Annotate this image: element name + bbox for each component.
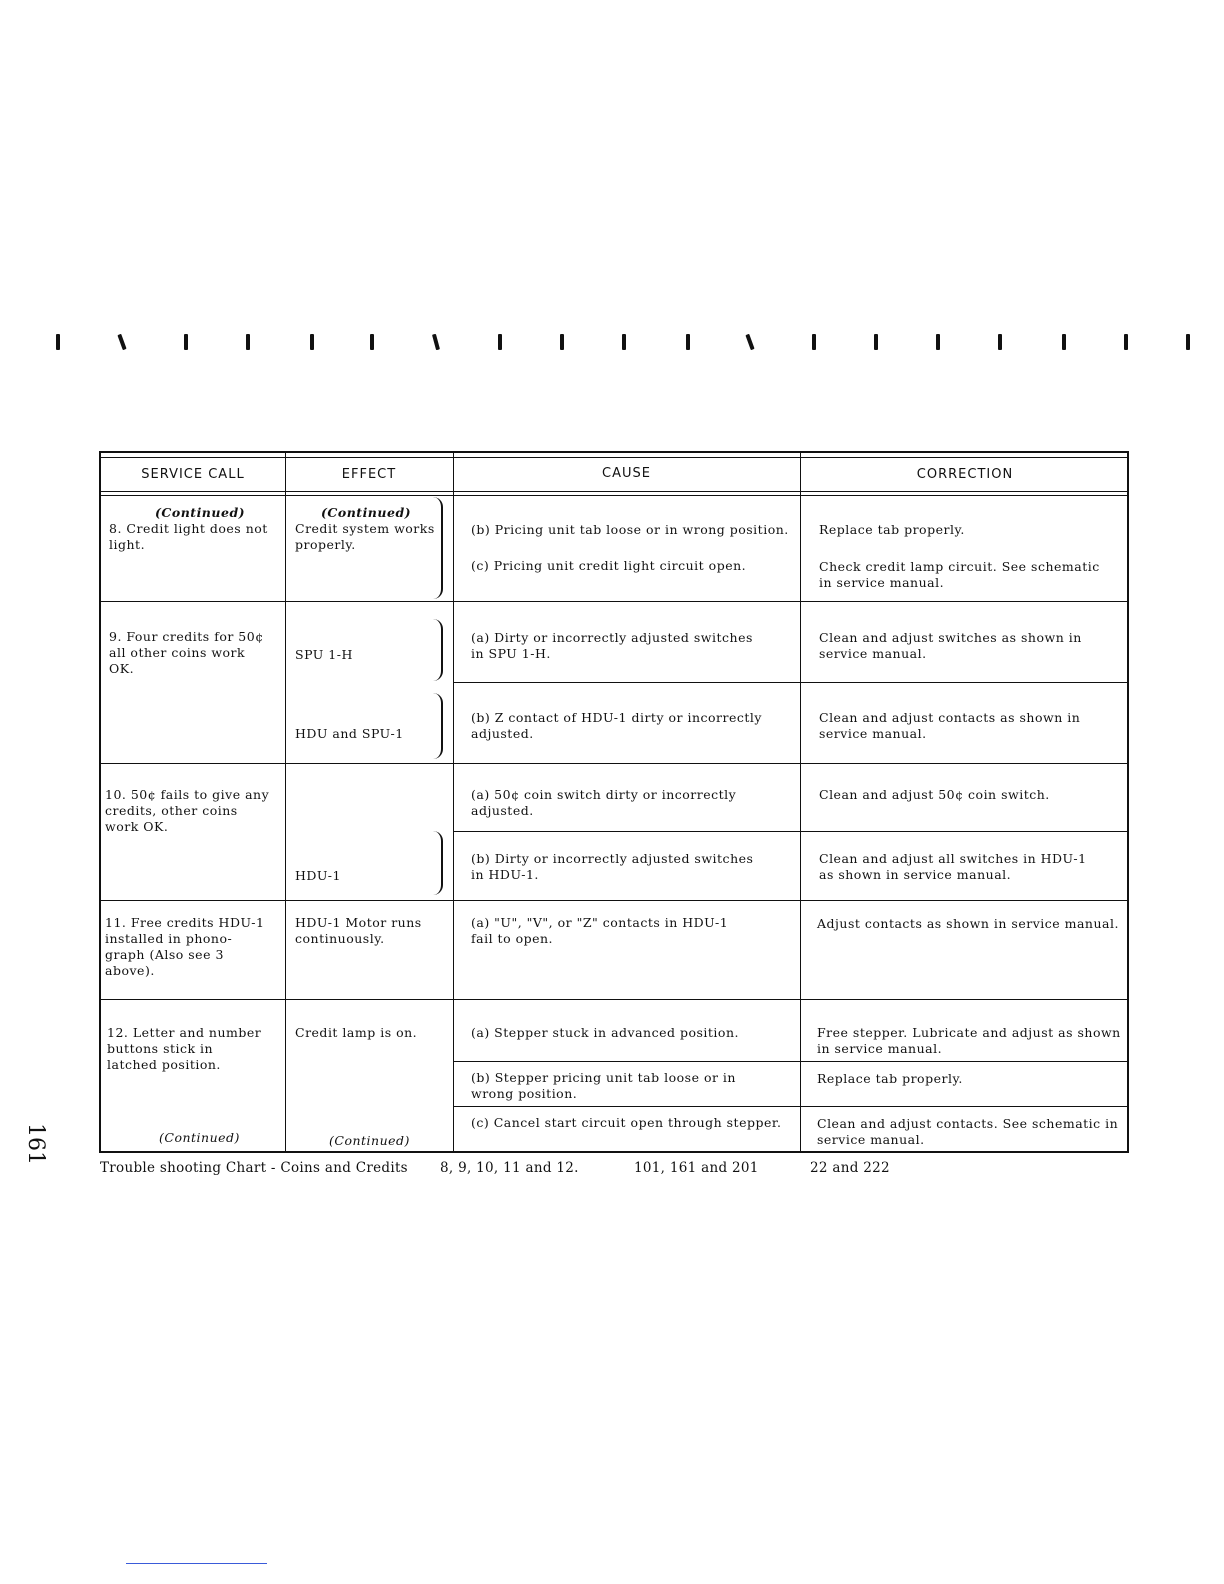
row10-service-call: 10. 50¢ fails to give any credits, other coins work OK. bbox=[105, 787, 270, 834]
row10-correction-a: Clean and adjust 50¢ coin switch. bbox=[819, 787, 1050, 802]
footer-calls: 8, 9, 10, 11 and 12. bbox=[440, 1160, 579, 1176]
row9-service-call: 9. Four credits for 50¢ all other coins work OK. bbox=[109, 629, 264, 676]
row8-correction-b: Replace tab properly. bbox=[819, 522, 965, 537]
row12-cause-c: (c) Cancel start circuit open through stepper. bbox=[471, 1115, 782, 1130]
footer-rule bbox=[126, 1563, 267, 1564]
row10-cause-a: (a) 50¢ coin switch dirty or incorrectly adjusted. bbox=[471, 787, 737, 818]
row11-service-call: 11. Free credits HDU-1 installed in phono- graph (Also see 3 above). bbox=[105, 915, 265, 978]
row9-correction-b: Clean and adjust contacts as shown in service manual. bbox=[819, 710, 1081, 741]
row12-correction-c: Clean and adjust contacts. See schematic in service manual. bbox=[817, 1116, 1119, 1147]
row9-cause-b: (b) Z contact of HDU-1 dirty or incorrectly adjusted. bbox=[471, 710, 762, 741]
row10-effect-b: HDU-1 bbox=[295, 868, 341, 883]
row12-continued-effect: (Continued) bbox=[329, 1133, 410, 1148]
row8-service-call: 8. Credit light does not light. bbox=[109, 521, 268, 552]
row8-cause-c: (c) Pricing unit credit light circuit open. bbox=[471, 558, 747, 573]
row11-cause-a: (a) "U", "V", or "Z" contacts in HDU-1 fail to open. bbox=[471, 915, 729, 946]
row9-brace-b bbox=[431, 693, 443, 759]
row11-correction-a: Adjust contacts as shown in service manual. bbox=[817, 916, 1119, 931]
row12-correction-a: Free stepper. Lubricate and adjust as shown in service manual. bbox=[817, 1025, 1121, 1056]
punch-hole-marks bbox=[40, 330, 1200, 360]
trouble-shooting-table bbox=[99, 451, 1129, 1153]
row9-brace-a bbox=[431, 619, 443, 681]
row12-continued-service: (Continued) bbox=[159, 1130, 240, 1145]
header-service-call: SERVICE CALL bbox=[141, 467, 245, 482]
header-effect: EFFECT bbox=[341, 467, 397, 482]
row12-correction-b: Replace tab properly. bbox=[817, 1071, 963, 1086]
header-cause: CAUSE bbox=[602, 466, 651, 481]
row11-effect: HDU-1 Motor runs continuously. bbox=[295, 915, 422, 946]
row9-cause-a: (a) Dirty or incorrectly adjusted switches in SPU 1-H. bbox=[471, 630, 753, 661]
footer-title: Trouble shooting Chart - Coins and Credits bbox=[100, 1160, 408, 1176]
row10-correction-b: Clean and adjust all switches in HDU-1 as shown in service manual. bbox=[819, 851, 1087, 882]
page-number: 161 bbox=[23, 1123, 48, 1165]
row12-effect: Credit lamp is on. bbox=[295, 1025, 418, 1040]
row10-cause-b: (b) Dirty or incorrectly adjusted switches in HDU-1. bbox=[471, 851, 754, 882]
row8-cause-b: (b) Pricing unit tab loose or in wrong position. bbox=[471, 522, 789, 537]
row8-effect: Credit system works properly. bbox=[295, 521, 435, 552]
row8-continued-service: (Continued) bbox=[155, 505, 246, 520]
row12-cause-b: (b) Stepper pricing unit tab loose or in wrong position. bbox=[471, 1070, 736, 1101]
row8-brace bbox=[431, 497, 443, 599]
row12-cause-a: (a) Stepper stuck in advanced position. bbox=[471, 1025, 739, 1040]
row9-correction-a: Clean and adjust switches as shown in service manual. bbox=[819, 630, 1082, 661]
footer-models: 101, 161 and 201 bbox=[634, 1160, 759, 1176]
row10-brace bbox=[431, 831, 443, 895]
row8-continued-effect: (Continued) bbox=[321, 505, 412, 520]
footer-pages: 22 and 222 bbox=[810, 1160, 890, 1176]
row12-service-call: 12. Letter and number buttons stick in latched position. bbox=[107, 1025, 262, 1072]
row8-correction-c: Check credit lamp circuit. See schematic in service manual. bbox=[819, 559, 1100, 590]
header-correction: CORRECTION bbox=[916, 467, 1014, 482]
row9-effect-b: HDU and SPU-1 bbox=[295, 726, 404, 741]
row9-effect-a: SPU 1-H bbox=[295, 647, 353, 662]
